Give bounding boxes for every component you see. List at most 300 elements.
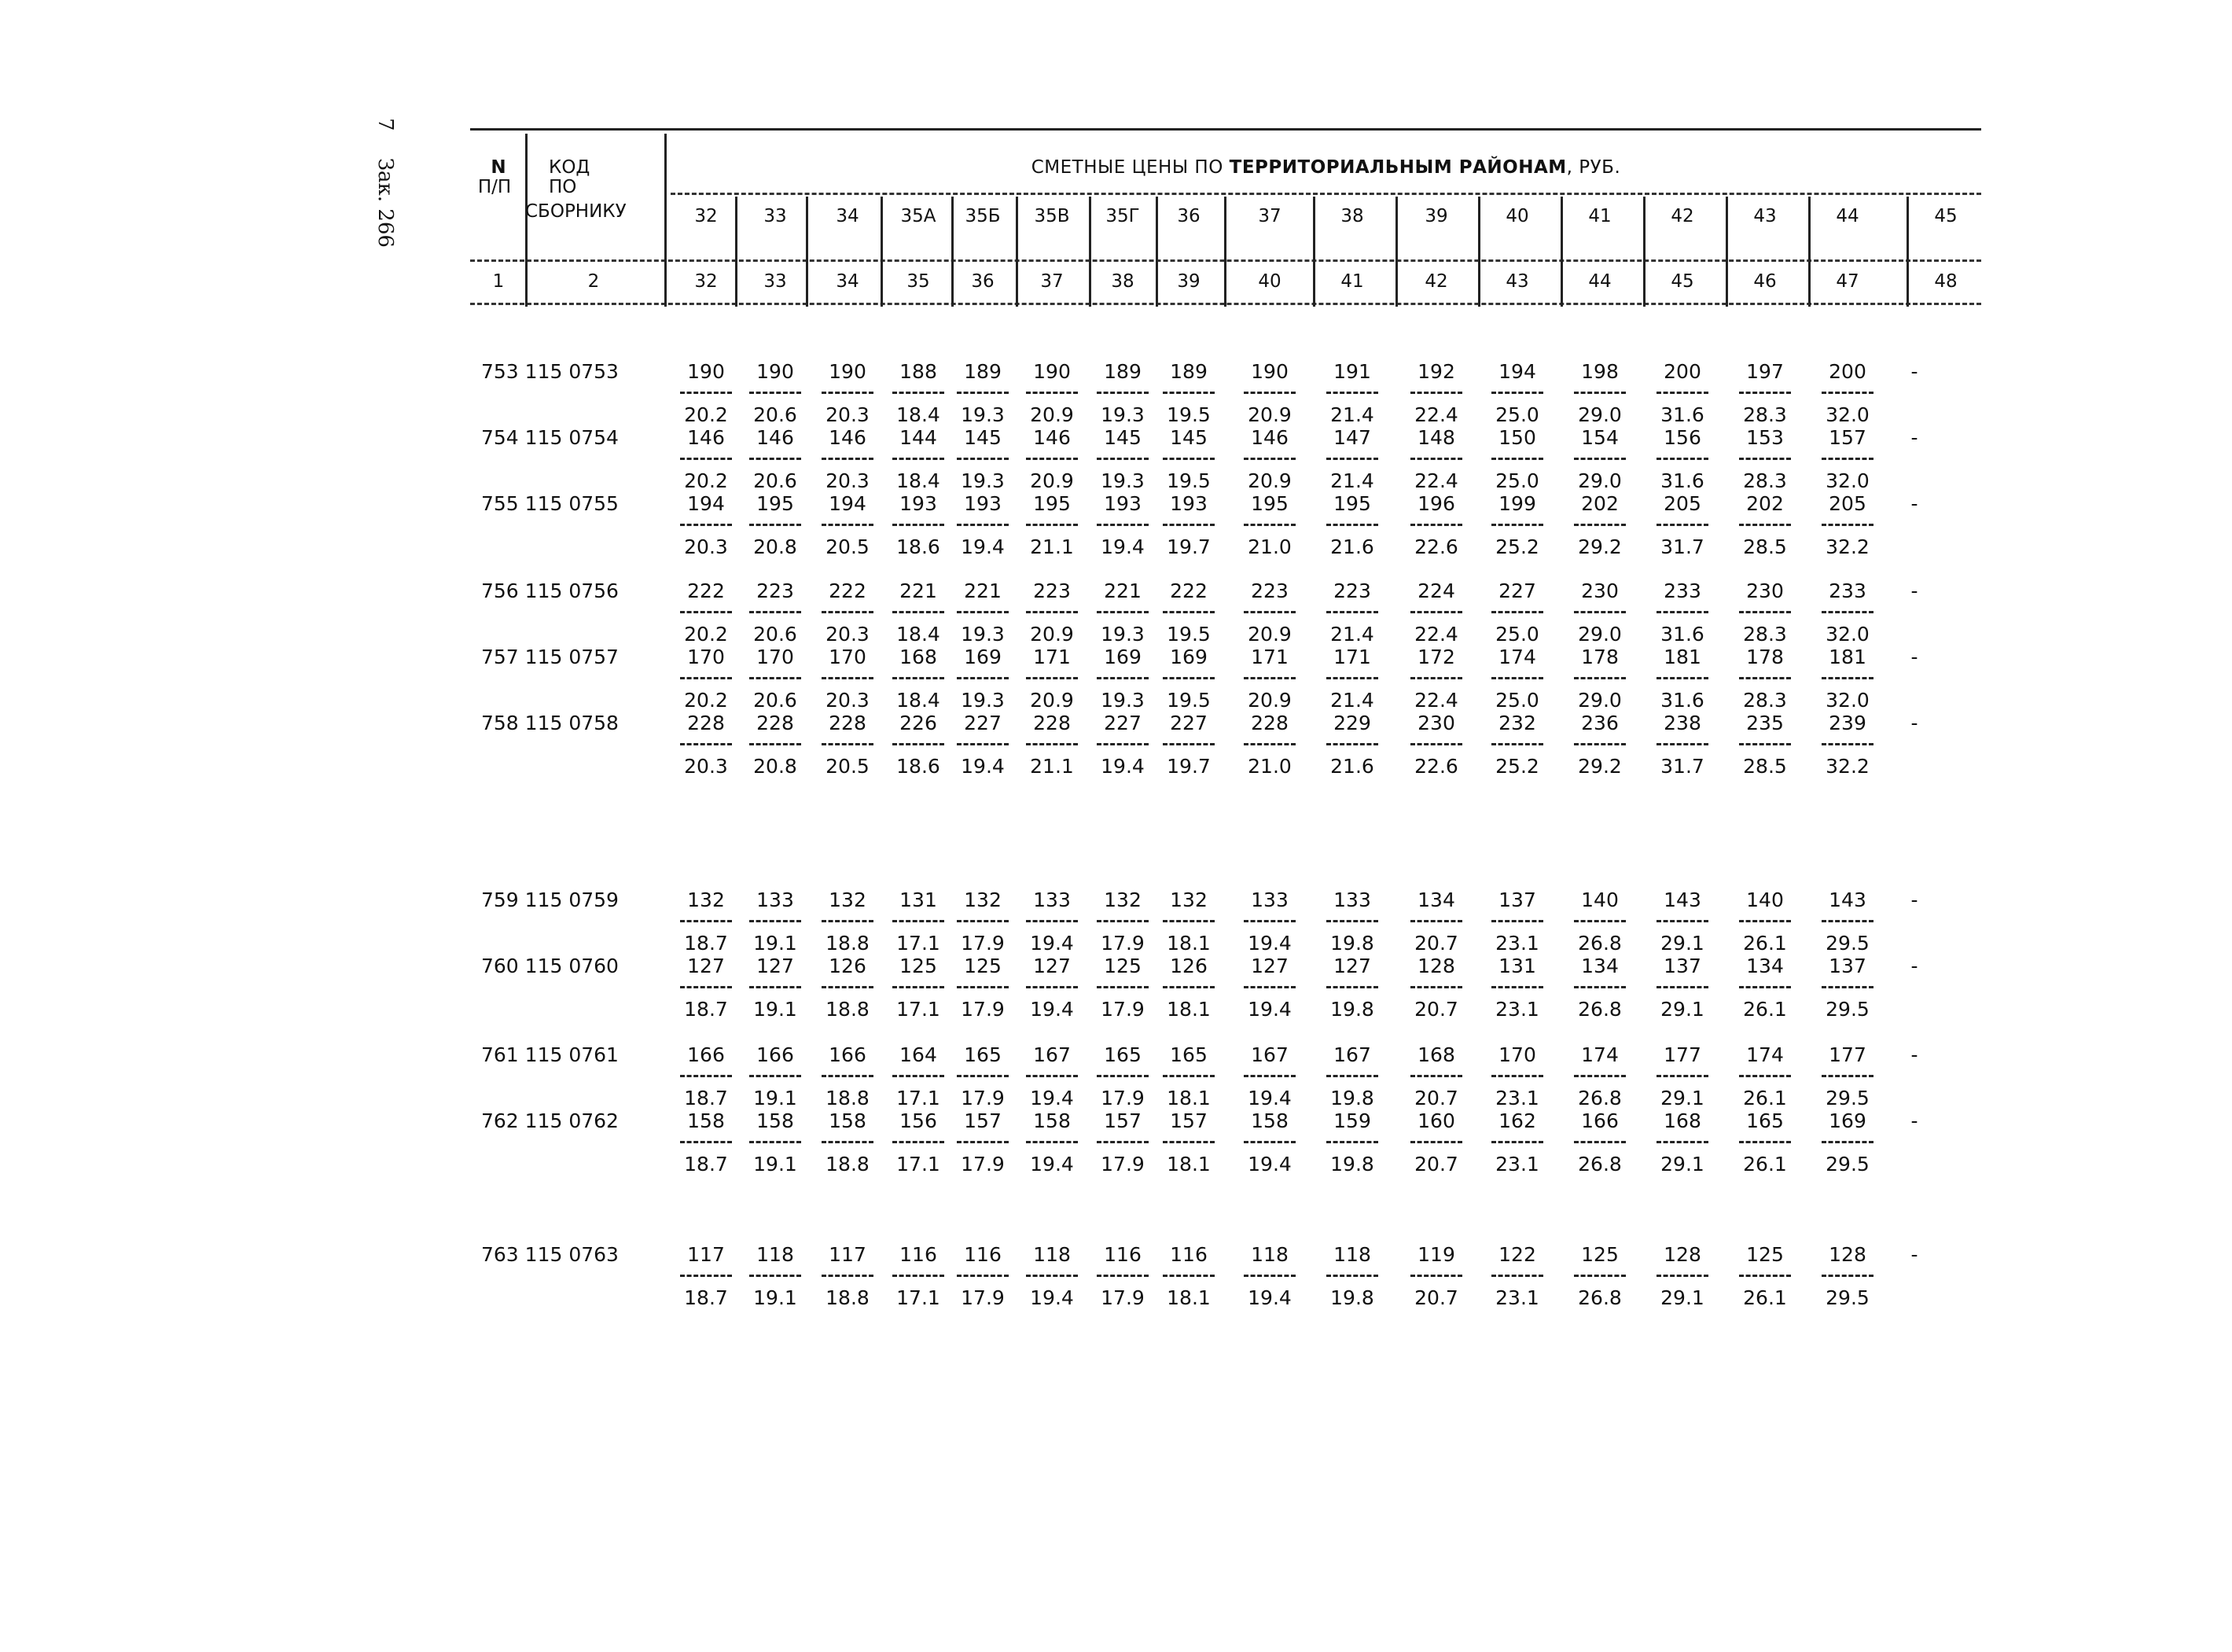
fraction-rule	[1026, 1075, 1078, 1077]
wage-value: 19.4	[1248, 1087, 1292, 1109]
fraction-rule	[1163, 524, 1215, 526]
price-value: 170	[687, 646, 725, 668]
price-value: 133	[1333, 889, 1371, 911]
wage-value: 19.5	[1167, 689, 1211, 712]
fraction-rule	[1491, 1275, 1543, 1277]
fraction-rule	[892, 677, 944, 679]
fraction-rule	[1163, 1275, 1215, 1277]
price-value: 226	[899, 712, 937, 734]
price-value: 165	[1104, 1043, 1142, 1066]
fraction-rule	[749, 1075, 801, 1077]
header-title	[671, 157, 1981, 178]
price-value: 177	[1829, 1043, 1866, 1066]
wage-value: 32.0	[1826, 403, 1870, 426]
price-value: 221	[1104, 579, 1142, 602]
fraction-rule	[822, 392, 873, 394]
wage-value: 19.1	[753, 1087, 797, 1109]
price-value: 146	[756, 426, 794, 449]
price-value: 194	[1498, 360, 1536, 383]
wage-value: 18.8	[826, 1286, 870, 1309]
price-value: 144	[899, 426, 937, 449]
fraction-rule	[822, 743, 873, 745]
fraction-rule	[957, 611, 1009, 613]
price-value: 224	[1418, 579, 1455, 602]
index-col-district-9: 41	[1340, 271, 1364, 292]
district-header-4: 35Б	[965, 206, 1001, 226]
wage-value: 29.2	[1578, 755, 1622, 778]
fraction-rule	[1822, 1275, 1873, 1277]
wage-value: 20.5	[826, 755, 870, 778]
price-value: 202	[1746, 492, 1784, 515]
fraction-rule	[892, 611, 944, 613]
wage-value: 20.6	[753, 469, 797, 492]
wage-value: 19.1	[753, 1153, 797, 1176]
fraction-rule	[1574, 986, 1626, 988]
row-code: 115 0760	[524, 955, 619, 977]
fraction-rule	[1491, 524, 1543, 526]
price-value: 195	[756, 492, 794, 515]
price-value: 127	[687, 955, 725, 977]
price-value: 199	[1498, 492, 1536, 515]
row-label	[481, 360, 619, 383]
wage-value: 28.3	[1743, 469, 1787, 492]
wage-value: 19.4	[1248, 1286, 1292, 1309]
price-value: 230	[1746, 579, 1784, 602]
wage-value: 20.9	[1030, 623, 1074, 646]
district-header-0: 32	[694, 206, 718, 226]
price-value: 191	[1333, 360, 1371, 383]
page-number: 7	[373, 118, 397, 131]
fraction-rule	[1244, 392, 1296, 394]
fraction-rule	[1097, 743, 1149, 745]
fraction-rule	[1657, 611, 1708, 613]
index-col-district-5: 37	[1040, 271, 1064, 292]
wage-value: 29.0	[1578, 689, 1622, 712]
fraction-rule	[1491, 743, 1543, 745]
fraction-rule	[892, 1275, 944, 1277]
index-col-district-10: 42	[1425, 271, 1448, 292]
fraction-rule	[749, 677, 801, 679]
fraction-rule	[892, 458, 944, 460]
wage-value: 22.4	[1414, 689, 1458, 712]
price-value: 140	[1581, 889, 1619, 911]
wage-value: 20.9	[1030, 469, 1074, 492]
fraction-rule	[680, 920, 732, 922]
fraction-rule	[1574, 611, 1626, 613]
wage-value: 21.0	[1248, 535, 1292, 558]
fraction-rule	[1491, 677, 1543, 679]
wage-value: 18.1	[1167, 1153, 1211, 1176]
price-value: 189	[1104, 360, 1142, 383]
price-value: 132	[829, 889, 866, 911]
fraction-rule	[1097, 611, 1149, 613]
wage-value: 25.0	[1495, 623, 1539, 646]
header-code-line3: СБОРНИКУ	[525, 201, 627, 222]
wage-value: 26.8	[1578, 998, 1622, 1021]
row-code: 115 0763	[524, 1243, 619, 1266]
fraction-rule	[1657, 1141, 1708, 1143]
fraction-rule	[1739, 920, 1791, 922]
price-value: 228	[756, 712, 794, 734]
district-header-1: 33	[763, 206, 787, 226]
wage-value: 32.2	[1826, 535, 1870, 558]
price-value: 223	[756, 579, 794, 602]
wage-value: 31.6	[1660, 689, 1704, 712]
fraction-rule	[1244, 986, 1296, 988]
header-mid-rule	[671, 193, 1981, 195]
price-value: 150	[1498, 426, 1536, 449]
fraction-rule	[892, 392, 944, 394]
header-divider	[1726, 197, 1728, 307]
fraction-rule	[1244, 677, 1296, 679]
fraction-rule	[749, 392, 801, 394]
row-label	[481, 1109, 619, 1132]
wage-value: 32.2	[1826, 755, 1870, 778]
row-code: 115 0753	[524, 360, 619, 383]
fraction-rule	[822, 986, 873, 988]
fraction-rule	[1163, 986, 1215, 988]
fraction-rule	[1163, 1075, 1215, 1077]
fraction-rule	[822, 1075, 873, 1077]
fraction-rule	[822, 524, 873, 526]
wage-value: 21.1	[1030, 535, 1074, 558]
wage-value: 17.9	[1101, 1286, 1145, 1309]
wage-value: 22.6	[1414, 535, 1458, 558]
wage-value: 20.8	[753, 755, 797, 778]
price-value: 140	[1746, 889, 1784, 911]
price-value: 196	[1418, 492, 1455, 515]
price-value: 227	[1104, 712, 1142, 734]
wage-value: 29.0	[1578, 623, 1622, 646]
wage-value: 18.6	[896, 535, 940, 558]
fraction-rule	[1739, 1141, 1791, 1143]
price-value: 205	[1829, 492, 1866, 515]
fraction-rule	[1410, 458, 1462, 460]
price-value: 223	[1251, 579, 1289, 602]
wage-value: 31.6	[1660, 623, 1704, 646]
district-header-7: 36	[1177, 206, 1201, 226]
price-value: 133	[1251, 889, 1289, 911]
index-col-district-13: 45	[1671, 271, 1694, 292]
empty-cell-dash: -	[1910, 360, 1918, 383]
header-divider	[664, 134, 667, 307]
index-col-district-15: 47	[1836, 271, 1859, 292]
wage-value: 19.3	[961, 403, 1005, 426]
price-value: 177	[1664, 1043, 1701, 1066]
price-value: 181	[1664, 646, 1701, 668]
fraction-rule	[1574, 524, 1626, 526]
price-value: 223	[1033, 579, 1071, 602]
header-divider	[881, 197, 883, 307]
wage-value: 31.7	[1660, 755, 1704, 778]
fraction-rule	[1326, 677, 1378, 679]
wage-value: 19.3	[1101, 469, 1145, 492]
wage-value: 18.7	[684, 1286, 728, 1309]
fraction-rule	[1244, 611, 1296, 613]
price-value: 131	[899, 889, 937, 911]
wage-value: 18.8	[826, 932, 870, 955]
wage-value: 19.4	[1248, 932, 1292, 955]
price-value: 145	[1104, 426, 1142, 449]
fraction-rule	[1410, 524, 1462, 526]
wage-value: 20.3	[684, 755, 728, 778]
wage-value: 18.7	[684, 1153, 728, 1176]
price-value: 167	[1333, 1043, 1371, 1066]
price-value: 137	[1664, 955, 1701, 977]
price-value: 127	[1333, 955, 1371, 977]
fraction-rule	[1163, 392, 1215, 394]
price-value: 233	[1664, 579, 1701, 602]
price-value: 178	[1581, 646, 1619, 668]
price-value: 116	[1104, 1243, 1142, 1266]
wage-value: 17.9	[961, 998, 1005, 1021]
index-col-district-6: 38	[1111, 271, 1134, 292]
price-value: 127	[756, 955, 794, 977]
price-value: 169	[964, 646, 1002, 668]
row-number: 760	[481, 955, 519, 977]
price-value: 134	[1418, 889, 1455, 911]
wage-value: 31.6	[1660, 403, 1704, 426]
price-value: 158	[829, 1109, 866, 1132]
fraction-rule	[749, 920, 801, 922]
empty-cell-dash: -	[1910, 1043, 1918, 1066]
header-code-line1: КОД	[549, 157, 590, 178]
price-value: 200	[1829, 360, 1866, 383]
price-value: 158	[756, 1109, 794, 1132]
fraction-rule	[1491, 1141, 1543, 1143]
empty-cell-dash: -	[1910, 1243, 1918, 1266]
index-col-district-16: 48	[1934, 271, 1958, 292]
price-value: 230	[1581, 579, 1619, 602]
fraction-rule	[957, 524, 1009, 526]
fraction-rule	[1097, 458, 1149, 460]
fraction-rule	[1326, 743, 1378, 745]
price-value: 132	[1104, 889, 1142, 911]
fraction-rule	[1657, 743, 1708, 745]
wage-value: 20.7	[1414, 998, 1458, 1021]
price-value: 171	[1033, 646, 1071, 668]
fraction-rule	[1739, 677, 1791, 679]
fraction-rule	[680, 458, 732, 460]
wage-value: 29.0	[1578, 469, 1622, 492]
wage-value: 21.6	[1330, 755, 1374, 778]
fraction-rule	[680, 1275, 732, 1277]
fraction-rule	[1163, 677, 1215, 679]
wage-value: 20.5	[826, 535, 870, 558]
wage-value: 17.9	[961, 1286, 1005, 1309]
district-header-13: 42	[1671, 206, 1694, 226]
fraction-rule	[680, 611, 732, 613]
row-label	[481, 712, 619, 734]
wage-value: 17.1	[896, 1286, 940, 1309]
fraction-rule	[1026, 524, 1078, 526]
index-col-district-3: 35	[906, 271, 930, 292]
wage-value: 21.4	[1330, 469, 1374, 492]
district-header-5: 35В	[1034, 206, 1070, 226]
row-code: 115 0758	[524, 712, 619, 734]
wage-value: 31.7	[1660, 535, 1704, 558]
fraction-rule	[1739, 1275, 1791, 1277]
price-value: 169	[1104, 646, 1142, 668]
row-label	[481, 1043, 619, 1066]
row-number: 754	[481, 426, 519, 449]
wage-value: 21.4	[1330, 403, 1374, 426]
row-code: 115 0761	[524, 1043, 619, 1066]
fraction-rule	[892, 986, 944, 988]
header-top-rule	[470, 128, 1981, 131]
wage-value: 19.4	[1030, 1286, 1074, 1309]
fraction-rule	[1739, 986, 1791, 988]
price-value: 116	[1170, 1243, 1208, 1266]
fraction-rule	[892, 1075, 944, 1077]
price-value: 132	[687, 889, 725, 911]
fraction-rule	[1491, 1075, 1543, 1077]
fraction-rule	[1822, 524, 1873, 526]
price-value: 125	[1104, 955, 1142, 977]
price-value: 118	[756, 1243, 794, 1266]
row-code: 115 0754	[524, 426, 619, 449]
price-value: 232	[1498, 712, 1536, 734]
fraction-rule	[1026, 986, 1078, 988]
fraction-rule	[1574, 743, 1626, 745]
price-value: 188	[899, 360, 937, 383]
price-value: 239	[1829, 712, 1866, 734]
wage-value: 18.1	[1167, 1087, 1211, 1109]
row-number: 755	[481, 492, 519, 515]
row-number: 763	[481, 1243, 519, 1266]
price-value: 143	[1829, 889, 1866, 911]
price-value: 164	[899, 1043, 937, 1066]
price-value: 160	[1418, 1109, 1455, 1132]
price-value: 157	[1170, 1109, 1208, 1132]
wage-value: 19.4	[1030, 1087, 1074, 1109]
fraction-rule	[1657, 524, 1708, 526]
wage-value: 28.5	[1743, 755, 1787, 778]
wage-value: 20.2	[684, 469, 728, 492]
wage-value: 29.1	[1660, 1087, 1704, 1109]
price-value: 146	[829, 426, 866, 449]
wage-value: 23.1	[1495, 1087, 1539, 1109]
fraction-rule	[1491, 611, 1543, 613]
row-number: 761	[481, 1043, 519, 1066]
row-number: 759	[481, 889, 519, 911]
district-header-16: 45	[1934, 206, 1958, 226]
price-value: 229	[1333, 712, 1371, 734]
price-value: 126	[1170, 955, 1208, 977]
fraction-rule	[1574, 1075, 1626, 1077]
price-value: 170	[1498, 1043, 1536, 1066]
row-code: 115 0759	[524, 889, 619, 911]
price-value: 189	[1170, 360, 1208, 383]
wage-value: 29.5	[1826, 998, 1870, 1021]
fraction-rule	[1163, 611, 1215, 613]
fraction-rule	[1026, 611, 1078, 613]
price-value: 166	[829, 1043, 866, 1066]
price-value: 125	[964, 955, 1002, 977]
wage-value: 22.6	[1414, 755, 1458, 778]
price-value: 169	[1829, 1109, 1866, 1132]
wage-value: 29.0	[1578, 403, 1622, 426]
price-value: 157	[1829, 426, 1866, 449]
side-note	[373, 118, 397, 248]
price-value: 172	[1418, 646, 1455, 668]
fraction-rule	[1410, 611, 1462, 613]
empty-cell-dash: -	[1910, 1109, 1918, 1132]
fraction-rule	[680, 524, 732, 526]
price-value: 227	[964, 712, 1002, 734]
wage-value: 19.1	[753, 998, 797, 1021]
price-value: 228	[1251, 712, 1289, 734]
fraction-rule	[680, 677, 732, 679]
wage-value: 26.1	[1743, 1286, 1787, 1309]
wage-value: 19.7	[1167, 535, 1211, 558]
price-value: 117	[687, 1243, 725, 1266]
wage-value: 17.1	[896, 998, 940, 1021]
fraction-rule	[1657, 458, 1708, 460]
wage-value: 19.5	[1167, 469, 1211, 492]
wage-value: 28.3	[1743, 623, 1787, 646]
price-value: 195	[1333, 492, 1371, 515]
fraction-rule	[1822, 920, 1873, 922]
price-value: 128	[1829, 1243, 1866, 1266]
fraction-rule	[1244, 1075, 1296, 1077]
wage-value: 19.8	[1330, 1153, 1374, 1176]
row-label	[481, 1243, 619, 1266]
fraction-rule	[1163, 458, 1215, 460]
wage-value: 20.3	[826, 623, 870, 646]
fraction-rule	[957, 392, 1009, 394]
wage-value: 20.3	[826, 469, 870, 492]
wage-value: 18.4	[896, 689, 940, 712]
wage-value: 29.5	[1826, 1153, 1870, 1176]
price-value: 118	[1251, 1243, 1289, 1266]
wage-value: 25.0	[1495, 469, 1539, 492]
price-value: 192	[1418, 360, 1455, 383]
wage-value: 19.4	[1030, 932, 1074, 955]
price-value: 190	[687, 360, 725, 383]
price-value: 221	[899, 579, 937, 602]
wage-value: 20.6	[753, 403, 797, 426]
header-divider	[1224, 197, 1226, 307]
fraction-rule	[1097, 392, 1149, 394]
fraction-rule	[1739, 458, 1791, 460]
price-value: 205	[1664, 492, 1701, 515]
price-value: 190	[1251, 360, 1289, 383]
wage-value: 19.3	[1101, 623, 1145, 646]
fraction-rule	[822, 677, 873, 679]
wage-value: 19.7	[1167, 755, 1211, 778]
price-value: 174	[1746, 1043, 1784, 1066]
price-value: 158	[1251, 1109, 1289, 1132]
price-value: 223	[1333, 579, 1371, 602]
fraction-rule	[1097, 1141, 1149, 1143]
fraction-rule	[1822, 1141, 1873, 1143]
wage-value: 22.4	[1414, 623, 1458, 646]
price-value: 193	[1170, 492, 1208, 515]
fraction-rule	[1244, 920, 1296, 922]
fraction-rule	[1822, 1075, 1873, 1077]
header-divider	[1313, 197, 1315, 307]
wage-value: 20.6	[753, 623, 797, 646]
wage-value: 26.1	[1743, 932, 1787, 955]
fraction-rule	[1491, 920, 1543, 922]
wage-value: 20.6	[753, 689, 797, 712]
row-code: 115 0762	[524, 1109, 619, 1132]
wage-value: 32.0	[1826, 623, 1870, 646]
row-code: 115 0757	[524, 646, 619, 668]
row-label	[481, 492, 619, 515]
price-value: 154	[1581, 426, 1619, 449]
